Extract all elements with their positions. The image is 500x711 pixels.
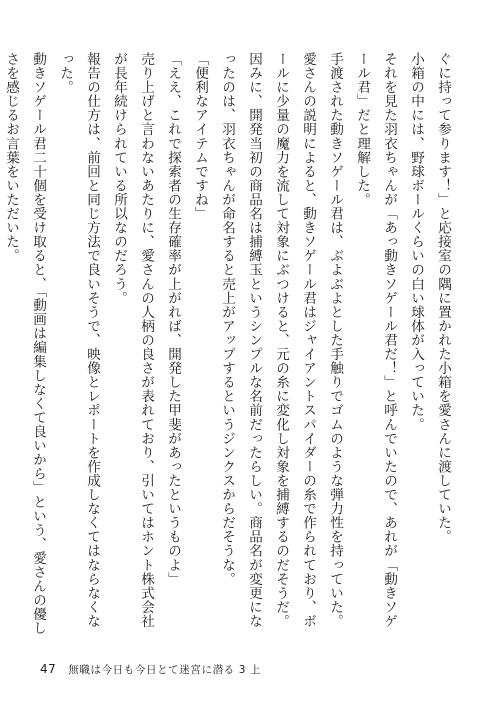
paragraph-11: 動きソゲール君二十個を受け取ると、「動画は編集しなくて良いから」という、愛さんの優しさを感じるお言葉をいただいた。	[3, 52, 46, 636]
paragraph-6: 因みに、開発当初の商品名は捕縛玉というシンプルな名前だったらしい。商品名が変更になったのは、羽衣ちゃんが命名すると売上がアップするというジンクスからだそうな。	[219, 52, 262, 629]
paragraph-3: それを見た羽衣ちゃんが「あっ動きソゲール君だ！」と呼んでいたので、あれが「動きソゲール君」だと理解した。	[354, 52, 397, 629]
paragraph-5: 愛さんの説明によると、動きソゲール君はジャイアントスパイダーの糸で作られており、ボールに少量の魔力を流して対象にぶつけると、元の糸に変化し対象を捕縛するのだそうだ。	[273, 52, 316, 629]
paragraph-10: 報告の仕方は、前回と同じ方法で良いそうで、映像とレポートを作成しなくてはならなくなった。	[57, 52, 100, 629]
vertical-text-body	[3, 52, 456, 638]
running-title: 無職は今日も今日とて迷宮に潜る 3 上	[68, 664, 262, 676]
paragraph-9: 売り上げと言わないあたりに、愛さんの人柄の良さが表れており、引いてはホント株式会社が長年続けられている所以なのだろう。	[111, 52, 154, 629]
paragraph-8: 「ええ、これで探索者の生存確率が上がれば、開発した甲斐があったというものよ」	[165, 52, 181, 586]
paragraph-4: 手渡された動きソゲール君は、ぶよぶよとした手触りでゴムのような弾力性を持っていた。	[327, 52, 343, 629]
paragraph-7: 「便利なアイテムですね」	[192, 52, 208, 221]
paragraph-1: ぐに持って参ります！」と応接室の隅に置かれた小箱を愛さんに渡していた。	[435, 52, 451, 544]
page-footer	[40, 662, 261, 680]
paragraph-2: 小箱の中には、野球ボールくらいの白い球体が入っていた。	[408, 52, 424, 432]
page-number: 47	[40, 662, 57, 676]
